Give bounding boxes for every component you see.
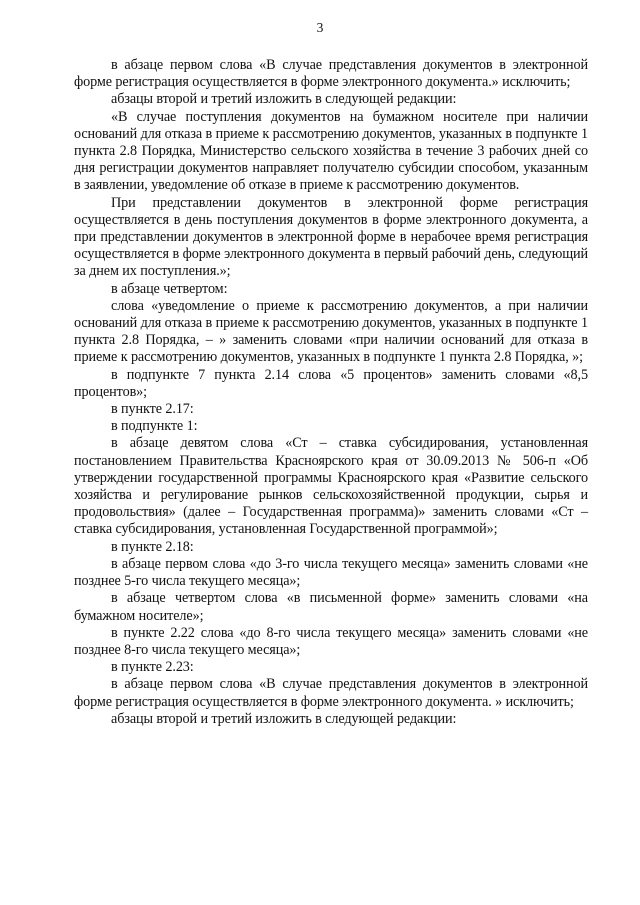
- paragraph: в абзаце четвертом слова «в письменной форме» заменить словами «на бумажном носителе»;: [74, 590, 588, 624]
- paragraph: При представлении документов в электронной форме регистрация осуществляется в день поступления документов в форме электронного документа, а при представлении документов в электронной форме в нерабочее время регистрация осуществляется в форме электронного документа в первый рабочий день, следующий за днем их поступления.»;: [74, 194, 588, 280]
- paragraph: «В случае поступления документов на бумажном носителе при наличии оснований для отказа в приеме к рассмотрению документов, указанных в подпункте 1 пункта 2.8 Порядка, Министерство сельского хозяйства в течение 3 рабочих дней со дня регистрации документов направляет получателю субсидии способом, указанным в заявлении, уведомление об отказе в приеме к рассмотрению документов.: [74, 108, 588, 194]
- paragraph: в пункте 2.22 слова «до 8-го числа текущего месяца» заменить словами «не позднее 8-го числа текущего месяца»;: [74, 624, 588, 658]
- paragraph: в абзаце первом слова «В случае представления документов в электронной форме регистрация осуществляется в форме электронного документа.» исключить;: [74, 57, 588, 91]
- paragraph: в абзаце девятом слова «Ст – ставка субсидирования, установленная постановлением Правительства Красноярского края от 30.09.2013 № 506-п «Об утверждении государственной программы Красноярского края «Развитие сельского хозяйства и регулирование рынков сельскохозяйственной продукции, сырья и продовольствия» (далее – Государственная программа)» заменить словами «Ст – ставка субсидирования, установленная Государственной программой»;: [74, 435, 588, 538]
- paragraph: абзацы второй и третий изложить в следующей редакции:: [111, 91, 457, 108]
- paragraph: абзацы второй и третий изложить в следующей редакции:: [111, 710, 457, 727]
- page-number: 3: [316, 20, 324, 35]
- paragraph: в пункте 2.18:: [111, 538, 194, 555]
- paragraph: в абзаце первом слова «до 3-го числа текущего месяца» заменить словами «не позднее 5-го числа текущего месяца»;: [74, 555, 588, 590]
- paragraph: в подпункте 7 пункта 2.14 слова «5 процентов» заменить словами «8,5 процентов»;: [74, 366, 588, 400]
- paragraph: в пункте 2.23:: [111, 659, 194, 676]
- paragraph: в абзаце первом слова «В случае представления документов в электронной форме регистрация осуществляется в форме электронного документа. » исключить;: [74, 676, 588, 710]
- paragraph: в абзаце четвертом:: [111, 280, 228, 297]
- paragraph: в пункте 2.17:: [111, 401, 194, 418]
- document-body: [74, 57, 588, 728]
- paragraph: слова «уведомление о приеме к рассмотрению документов, а при наличии оснований для отказа в приеме к рассмотрению документов, указанных в подпункте 1 пункта 2.8 Порядка, – » заменить словами «при наличии оснований для отказа в приеме к рассмотрению документов, указанных в подпункте 1 пункта 2.8 Порядка, »;: [74, 297, 588, 366]
- paragraph: в подпункте 1:: [111, 418, 198, 435]
